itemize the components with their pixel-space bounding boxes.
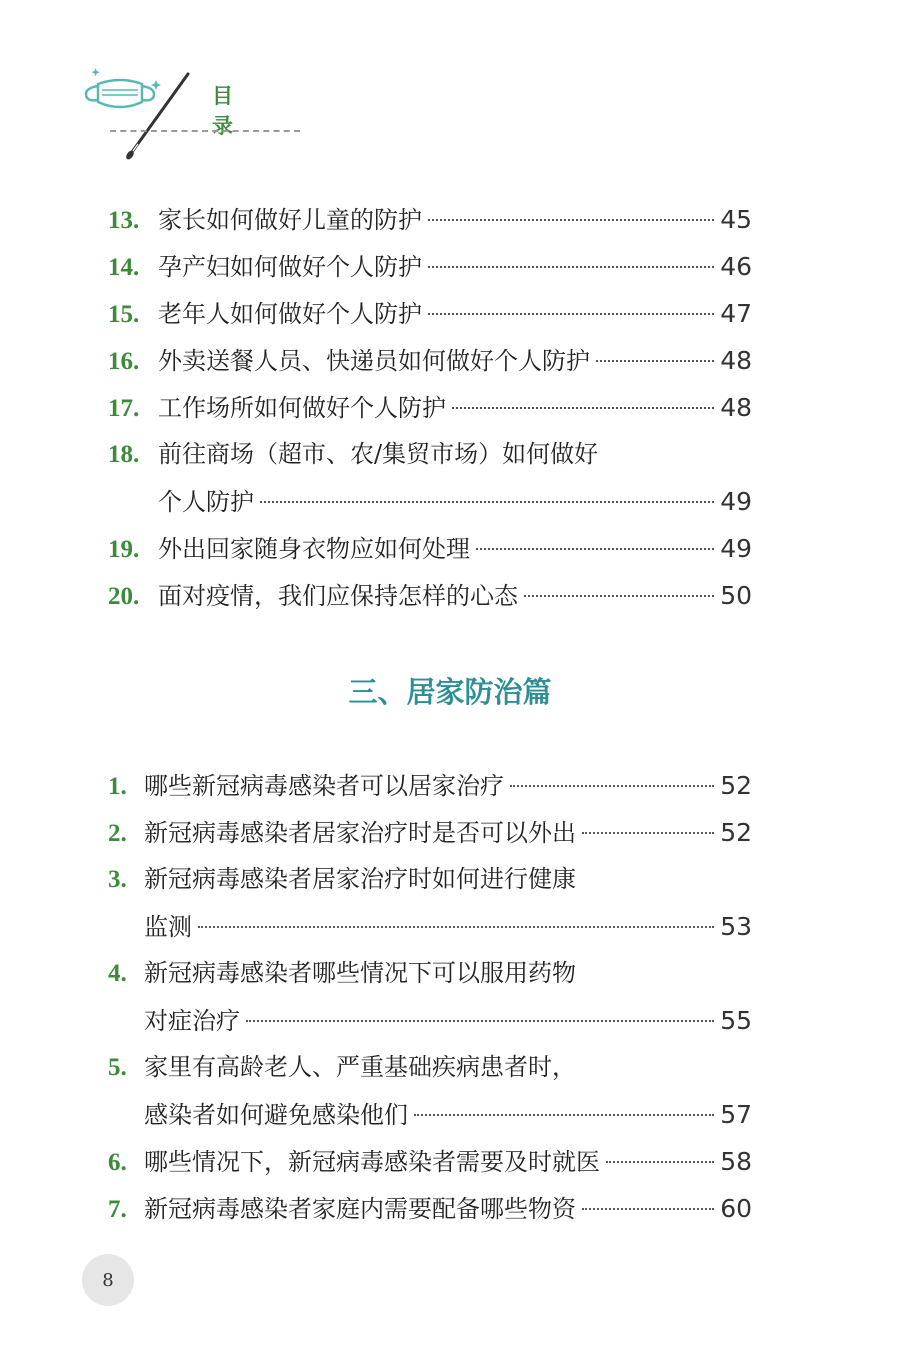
toc-entry-page: 52	[720, 771, 752, 800]
dot-leader	[596, 360, 714, 362]
toc-entry-page: 58	[720, 1147, 752, 1176]
toc-entry-number: 6.	[108, 1149, 127, 1176]
toc-entry-line	[108, 809, 752, 856]
toc-entry-page: 49	[720, 534, 752, 563]
toc-entry-number: 5.	[108, 1054, 127, 1081]
toc-entry-page: 53	[720, 912, 752, 941]
toc-entry-page: 57	[720, 1100, 752, 1129]
toc-entry-number: 7.	[108, 1196, 127, 1223]
section-title: 三、居家防治篇	[348, 675, 552, 709]
toc-entry-line	[108, 196, 752, 243]
toc-entry[interactable]	[108, 1138, 752, 1185]
toc-entry-number: 20.	[108, 583, 140, 610]
toc-entry-number: 16.	[108, 348, 140, 375]
toc-entry-number: 18.	[108, 441, 140, 468]
toc-entry-title: 个人防护	[158, 488, 254, 516]
toc-entry-title: 家长如何做好儿童的防护	[158, 206, 422, 234]
toc-entry-title: 对症治疗	[144, 1007, 240, 1035]
toc-entry[interactable]	[108, 384, 752, 431]
toc-entry[interactable]	[108, 290, 752, 337]
toc-entry[interactable]	[108, 572, 752, 619]
toc-entry-number: 19.	[108, 536, 140, 563]
toc-entry-line	[108, 337, 752, 384]
toc-entry-line	[108, 762, 752, 809]
toc-entry-page: 48	[720, 393, 752, 422]
dot-leader	[582, 832, 714, 834]
toc-entry-title: 新冠病毒感染者哪些情况下可以服用药物	[144, 959, 576, 987]
header-divider	[110, 130, 300, 132]
dot-leader	[582, 1208, 714, 1210]
toc-entry[interactable]	[108, 431, 752, 525]
toc-entry-title: 外出回家随身衣物应如何处理	[158, 535, 470, 563]
toc-entry-line	[108, 1091, 752, 1138]
toc-entry[interactable]	[108, 337, 752, 384]
toc-entry-line	[108, 1138, 752, 1185]
toc-header	[80, 62, 300, 162]
toc-entry-line	[108, 1185, 752, 1232]
toc-entry-title: 面对疫情，我们应保持怎样的心态	[158, 582, 518, 610]
toc-entry-title: 孕产妇如何做好个人防护	[158, 253, 422, 281]
toc-entry[interactable]	[108, 1185, 752, 1232]
toc-entry-page: 52	[720, 818, 752, 847]
toc-list-part2	[108, 762, 752, 1232]
dot-leader	[428, 266, 714, 268]
toc-entry-page: 45	[720, 205, 752, 234]
toc-entry[interactable]	[108, 950, 752, 1044]
toc-entry-title: 外卖送餐人员、快递员如何做好个人防护	[158, 347, 590, 375]
toc-entry-title: 前往商场（超市、农/集贸市场）如何做好	[158, 440, 599, 468]
toc-entry-page: 48	[720, 346, 752, 375]
toc-entry-number: 17.	[108, 395, 140, 422]
toc-entry-line	[108, 950, 752, 997]
toc-entry-page: 47	[720, 299, 752, 328]
toc-entry[interactable]	[108, 525, 752, 572]
toc-entry[interactable]	[108, 196, 752, 243]
toc-entry-title: 新冠病毒感染者居家治疗时如何进行健康	[144, 865, 576, 893]
dot-leader	[452, 407, 714, 409]
toc-entry-line	[108, 290, 752, 337]
header-illustration	[80, 62, 210, 162]
toc-entry-title: 新冠病毒感染者家庭内需要配备哪些物资	[144, 1195, 576, 1223]
dot-leader	[476, 548, 714, 550]
toc-entry[interactable]	[108, 1044, 752, 1138]
toc-entry-title: 新冠病毒感染者居家治疗时是否可以外出	[144, 819, 576, 847]
dot-leader	[260, 501, 714, 503]
toc-entry-page: 49	[720, 487, 752, 516]
toc-entry-line	[108, 856, 752, 903]
toc-entry-number: 13.	[108, 207, 140, 234]
toc-entry-number: 1.	[108, 773, 127, 800]
dot-leader	[414, 1114, 714, 1116]
toc-title: 目 录	[212, 84, 247, 138]
face-mask-icon	[86, 68, 161, 107]
dot-leader	[246, 1020, 714, 1022]
toc-entry-title: 监测	[144, 913, 192, 941]
toc-entry-line	[108, 572, 752, 619]
toc-entry-title: 工作场所如何做好个人防护	[158, 394, 446, 422]
toc-entry-number: 15.	[108, 301, 140, 328]
dot-leader	[510, 785, 714, 787]
toc-entry-title: 哪些情况下，新冠病毒感染者需要及时就医	[144, 1148, 600, 1176]
toc-entry[interactable]	[108, 856, 752, 950]
toc-entry-page: 60	[720, 1194, 752, 1223]
toc-list-part1	[108, 196, 752, 619]
toc-entry-title: 家里有高龄老人、严重基础疾病患者时，	[144, 1053, 576, 1081]
toc-entry-line	[108, 384, 752, 431]
toc-entry-line	[108, 1044, 752, 1091]
toc-entry-line	[108, 903, 752, 950]
toc-entry-line	[108, 525, 752, 572]
dot-leader	[524, 595, 714, 597]
toc-entry-page: 50	[720, 581, 752, 610]
page-number: 8	[82, 1254, 134, 1306]
dot-leader	[428, 219, 714, 221]
toc-entry-line	[108, 478, 752, 525]
toc-entry-page: 46	[720, 252, 752, 281]
toc-entry-line	[108, 431, 752, 478]
toc-entry-line	[108, 997, 752, 1044]
toc-entry-title: 哪些新冠病毒感染者可以居家治疗	[144, 772, 504, 800]
toc-entry[interactable]	[108, 809, 752, 856]
toc-entry[interactable]	[108, 243, 752, 290]
toc-entry[interactable]	[108, 762, 752, 809]
toc-entry-number: 4.	[108, 960, 127, 987]
dot-leader	[606, 1161, 714, 1163]
toc-entry-number: 3.	[108, 866, 127, 893]
toc-entry-title: 感染者如何避免感染他们	[144, 1101, 408, 1129]
toc-entry-number: 14.	[108, 254, 140, 281]
toc-entry-line	[108, 243, 752, 290]
toc-entry-title: 老年人如何做好个人防护	[158, 300, 422, 328]
toc-entry-page: 55	[720, 1006, 752, 1035]
dot-leader	[198, 926, 714, 928]
dot-leader	[428, 313, 714, 315]
toc-entry-number: 2.	[108, 820, 127, 847]
